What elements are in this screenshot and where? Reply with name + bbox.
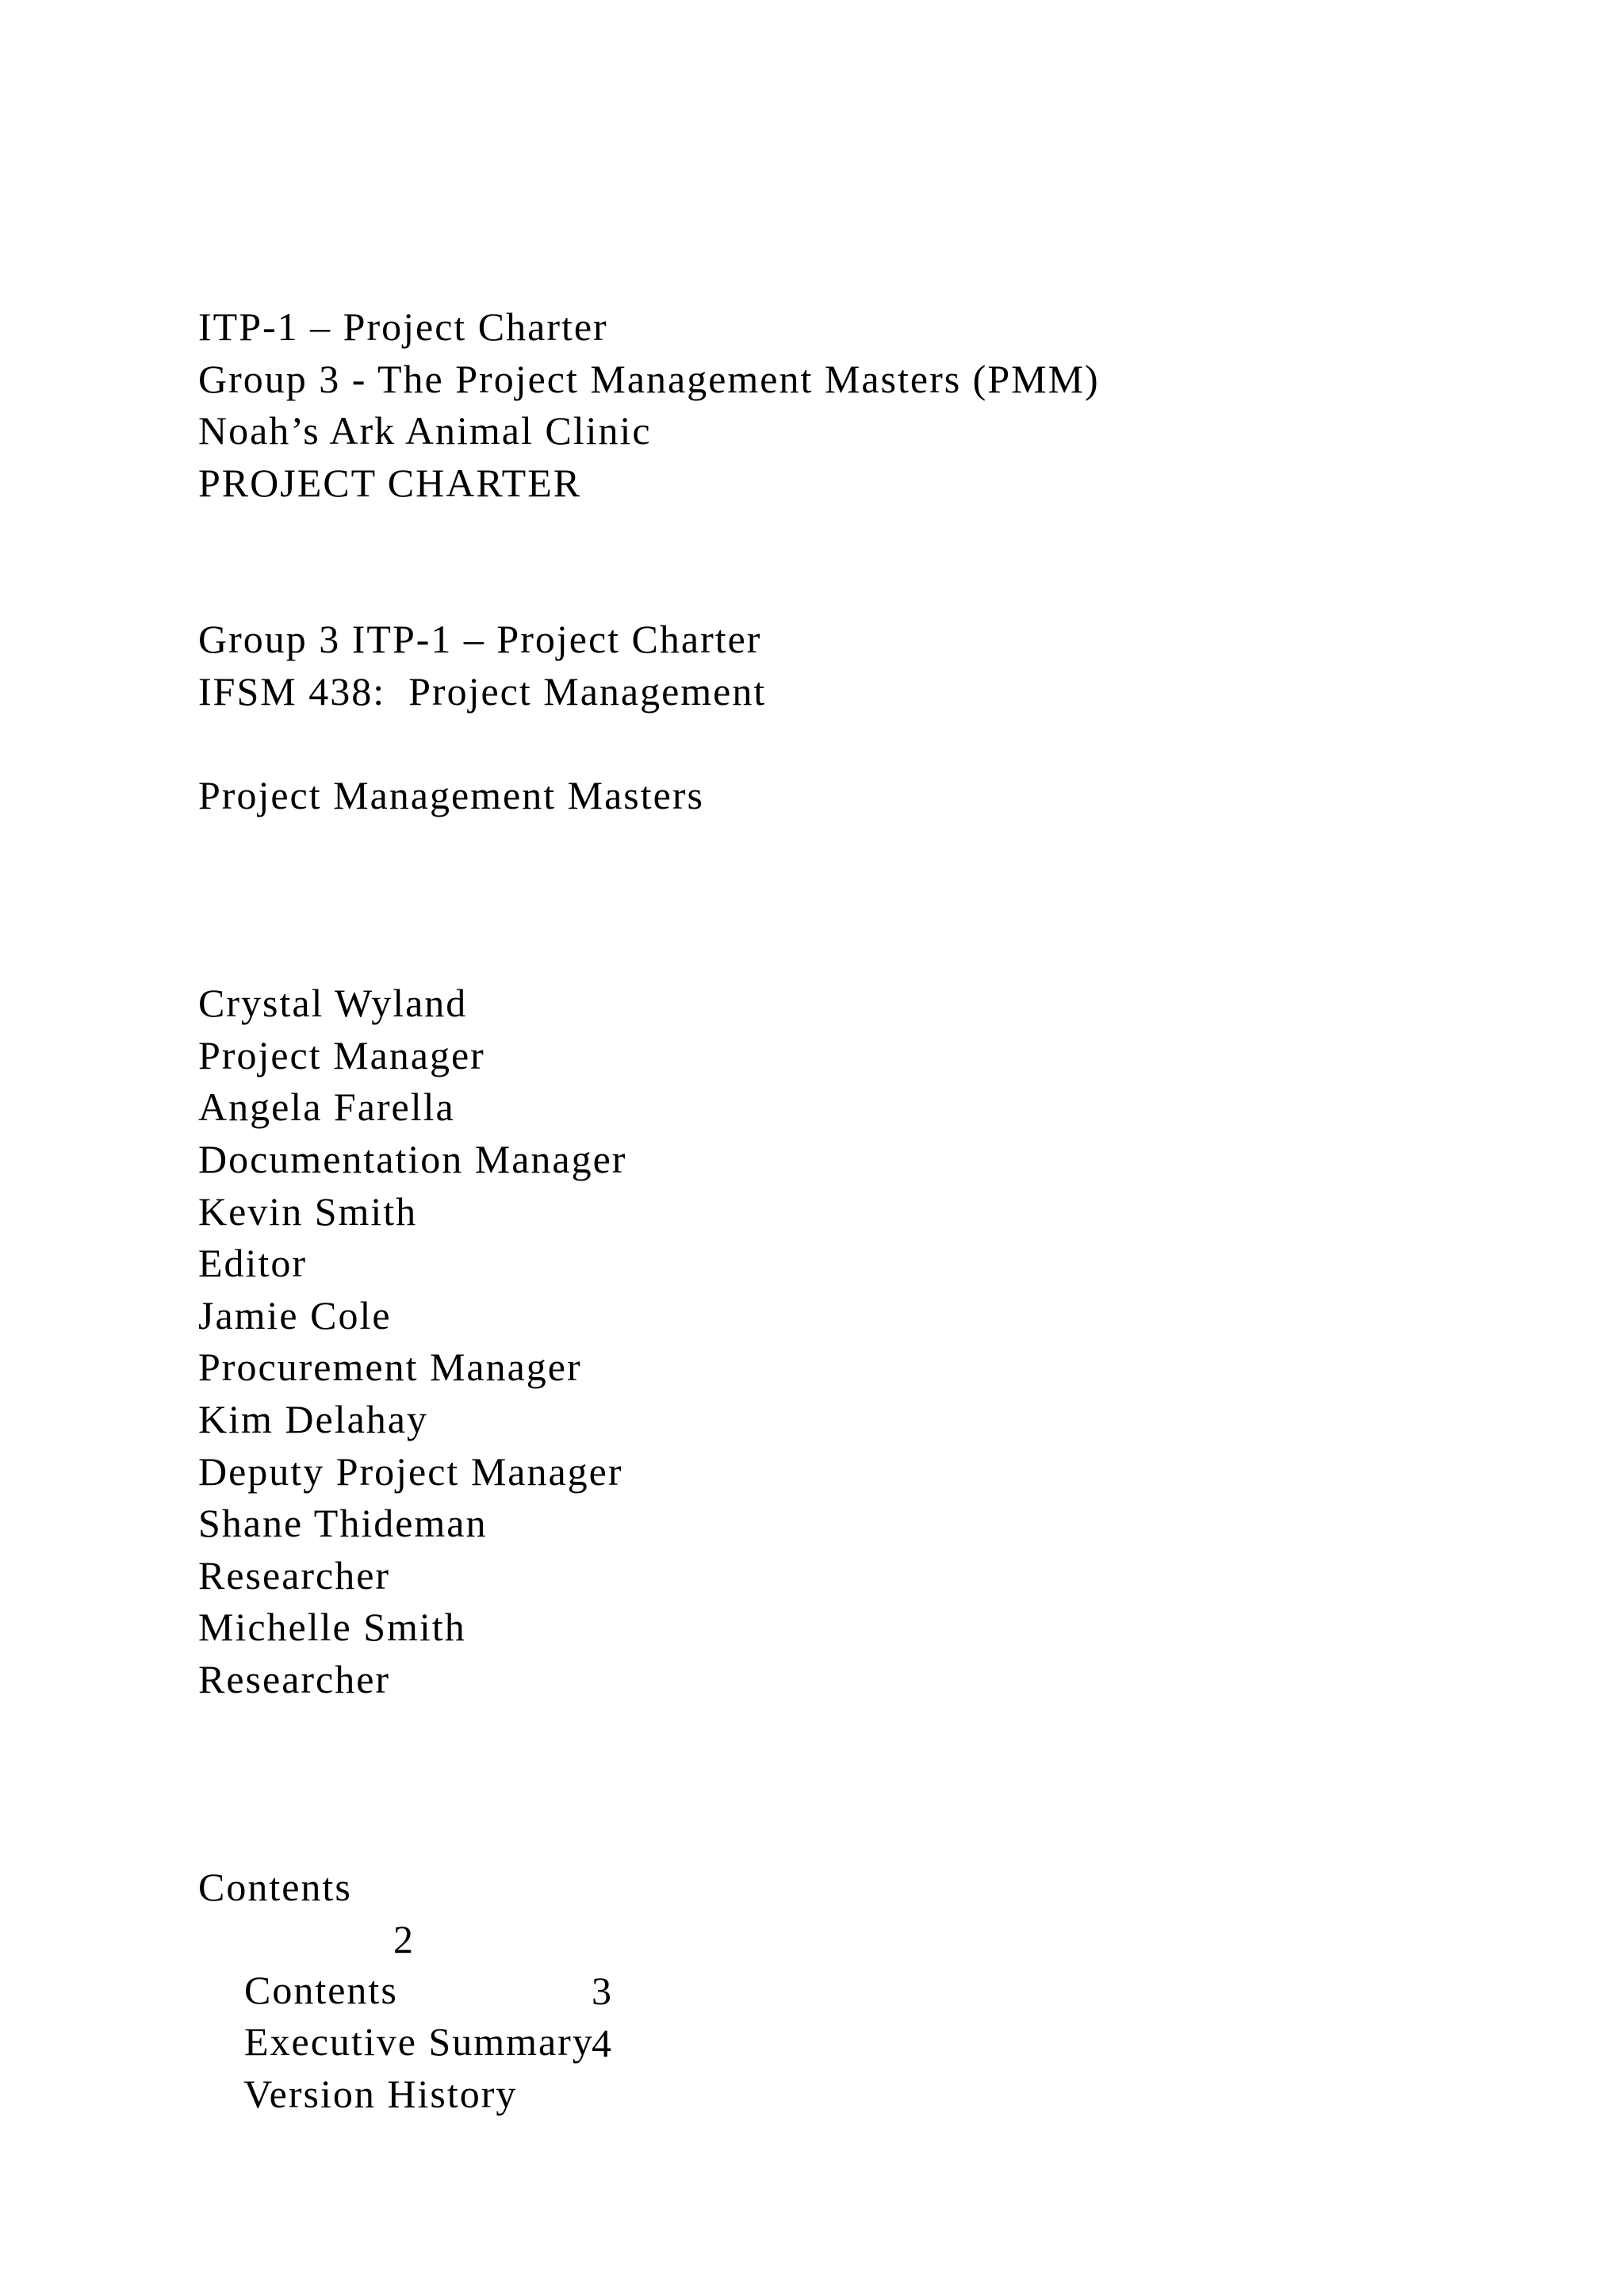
team-member-name: Michelle Smith [198, 1605, 466, 1649]
toc-entry[interactable] [198, 2018, 613, 2221]
team-member-name: Crystal Wyland [198, 981, 468, 1025]
team-member-role: Editor [198, 1241, 307, 1285]
team-name: Project Management Masters [198, 773, 704, 817]
toc-entry-page: 2 [393, 1917, 415, 1961]
header-line-3: Noah’s Ark Animal Clinic [198, 408, 652, 453]
team-member-name: Kevin Smith [198, 1189, 418, 1234]
toc-entry-page: 3 [592, 1969, 613, 2013]
toc-entry-page: 4 [592, 2021, 613, 2065]
team-member-role: Deputy Project Manager [198, 1449, 623, 1494]
toc-entry-label: Version History [243, 2072, 518, 2116]
cover-line-2: IFSM 438: Project Management [198, 669, 767, 714]
team-member-role: Project Manager [198, 1033, 485, 1077]
toc-entry-label: Contents [244, 1968, 398, 2012]
contents-heading: Contents [198, 1865, 352, 1909]
team-member-name: Shane Thideman [198, 1501, 488, 1545]
team-member-name: Kim Delahay [198, 1397, 428, 1441]
toc-entry-label: Executive Summary [244, 2019, 594, 2064]
team-member-name: Angela Farella [198, 1085, 455, 1129]
header-line-2: Group 3 - The Project Management Masters (PMM) [198, 357, 1100, 401]
team-member-role: Researcher [198, 1553, 391, 1598]
header-line-1: ITP-1 – Project Charter [198, 304, 608, 349]
team-member-role: Researcher [198, 1657, 391, 1701]
document-title: PROJECT CHARTER [198, 461, 582, 505]
team-member-role: Documentation Manager [198, 1137, 627, 1181]
cover-line-1: Group 3 ITP-1 – Project Charter [198, 617, 762, 661]
team-member-name: Jamie Cole [198, 1293, 392, 1337]
team-member-role: Procurement Manager [198, 1345, 582, 1389]
